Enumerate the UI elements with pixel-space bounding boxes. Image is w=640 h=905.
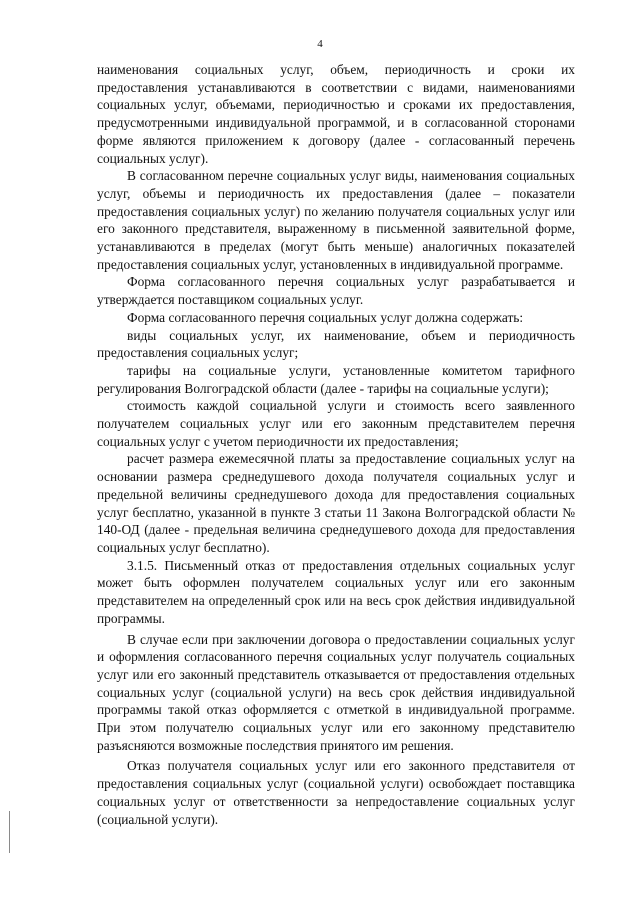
paragraph-service-names: наименования социальных услуг, объем, периодичность и сроки их предоставления устанавливаются в соответствии с видами, наименованиями социальных услуг, объемами, периодичностью и сроками их предоставления, предусмотренными индивидуальной программой, и в согласованной сторонами форме являются приложением к договору (далее - согласованный перечень социальных услуг). bbox=[97, 62, 575, 166]
margin-scan-mark bbox=[9, 811, 10, 853]
page-number: 4 bbox=[317, 38, 323, 50]
paragraph-tariffs: тарифы на социальные услуги, установленные комитетом тарифного регулирования Волгоградской области (далее - тарифы на социальные услуги); bbox=[97, 362, 575, 396]
paragraph-refusal-liability: Отказ получателя социальных услуг или его законного представителя от предоставления социальных услуг (социальной услуги) освобождает поставщика социальных услуг от ответственности за непредоставление социальных услуг (социальной услуги). bbox=[97, 758, 575, 827]
paragraph-service-types: виды социальных услуг, их наименование, объем и периодичность предоставления социальных услуг; bbox=[97, 327, 575, 361]
paragraph-payment-calculation: расчет размера ежемесячной платы за предоставление социальных услуг на основании размера среднедушевого дохода получателя социальных услуг и предельной величины среднедушевого дохода для предоставления социальных услуг бесплатно, указанной в пункте 3 статьи 11 Закона Волгоградской области № 140-ОД (далее - предельная величина среднедушевого дохода для предоставления социальных услуг бесплатно). bbox=[97, 451, 575, 555]
paragraph-agreed-list-scope: В согласованном перечне социальных услуг виды, наименования социальных услуг, объемы и периодичность их предоставления (далее – показатели предоставления социальных услуг) по желанию получателя социальных услуг или его законного представителя, выраженному в письменной заявительной форме, устанавливаются в пределах (могут быть меньше) аналогичных показателей предоставления социальных услуг, установленных в индивидуальной программе. bbox=[97, 168, 575, 272]
paragraph-cost: стоимость каждой социальной услуги и стоимость всего заявленного получателем социальных услуг или его законным представителем перечня социальных услуг с учетом периодичности их предоставления; bbox=[97, 398, 575, 449]
paragraph-clause-3-1-5: 3.1.5. Письменный отказ от предоставления отдельных социальных услуг может быть оформлен получателем социальных услуг или его законным представителем на определенный срок или на весь срок действия индивидуальной программы. bbox=[97, 557, 575, 626]
paragraph-form-developed: Форма согласованного перечня социальных услуг разрабатывается и утверждается поставщиком социальных услуг. bbox=[97, 274, 575, 308]
paragraph-refusal-case: В случае если при заключении договора о предоставлении социальных услуг и оформления согласованного перечня социальных услуг получатель социальных услуг или его законный представитель отказывается от предоставления отдельных социальных услуг (социальной услуги) на весь срок действия индивидуальной программы такой отказ оформляется с отметкой в индивидуальной программе. При этом получателю социальных услуг или его законному представителю разъясняются возможные последствия принятого им решения. bbox=[97, 631, 575, 753]
paragraph-form-contents-intro: Форма согласованного перечня социальных услуг должна содержать: bbox=[127, 309, 524, 325]
document-body bbox=[97, 61, 575, 828]
